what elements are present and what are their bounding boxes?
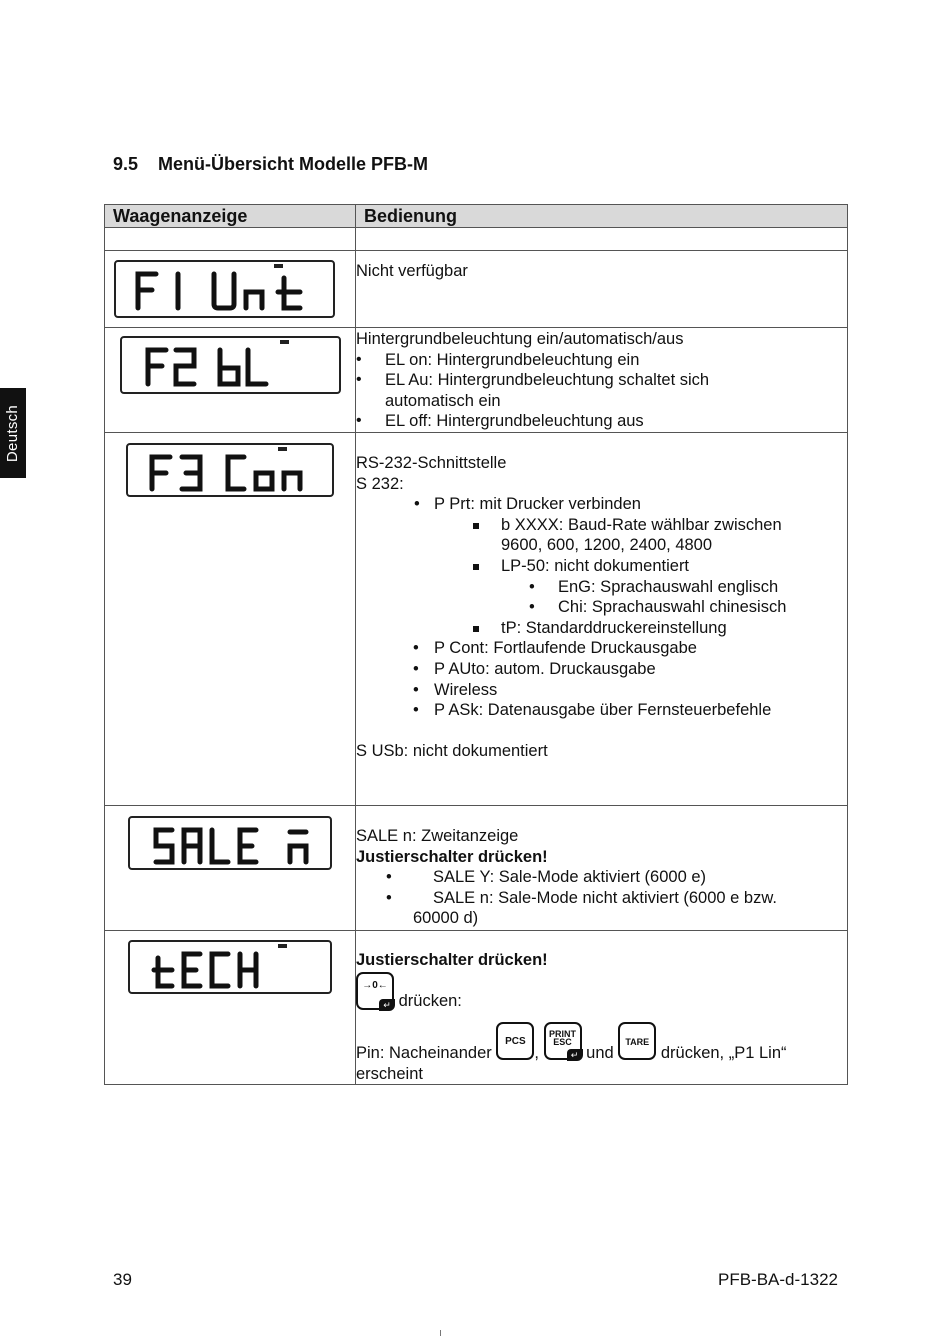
lcd-tech-graphic [130, 942, 330, 992]
row5-pin-suffix: drücken, „P1 Lin“ [660, 1044, 787, 1063]
list-item: • SALE Y: Sale-Mode aktiviert (6000 e) [356, 867, 847, 888]
row5-pin-prefix: Pin: Nacheinander [356, 1044, 492, 1063]
row5-instruction: Justierschalter drücken! [356, 951, 548, 969]
language-tab-label: Deutsch [4, 404, 22, 462]
list-item: • P AUto: autom. Druckausgabe [356, 659, 847, 680]
print-key-label: PRINT [549, 1029, 577, 1040]
row4-instruction: Justierschalter drücken! [356, 847, 548, 866]
list-item-continued: 60000 d) [413, 909, 479, 928]
list-item: tP: Standarddruckereinstellung [356, 618, 847, 639]
row3-line1: RS-232-Schnittstelle [356, 454, 507, 472]
table-header-row [105, 205, 848, 228]
header-operation: Bedienung [356, 205, 848, 228]
row5-press: drücken: [398, 991, 462, 1010]
scan-speck [440, 1330, 441, 1336]
row5-und: und [586, 1044, 614, 1063]
enter-arrow-icon: ↵ [567, 1049, 583, 1061]
lcd-salen-graphic [130, 818, 330, 868]
section-title: Menü-Übersicht Modelle PFB-M [158, 154, 429, 174]
lcd-f2bl-graphic [122, 338, 339, 392]
document-id: PFB-BA-d-1322 [718, 1270, 838, 1289]
lcd-display [114, 260, 335, 318]
list-item: • P ASk: Datenausgabe über Fernsteuerbefehle [356, 700, 847, 721]
section-number: 9.5 [113, 154, 139, 174]
table-row [105, 931, 848, 1085]
list-item: • P Cont: Fortlaufende Druckausgabe [356, 638, 847, 659]
page-number: 39 [113, 1270, 132, 1289]
zero-key-icon [356, 972, 394, 1010]
list-item: b XXXX: Baud-Rate wählbar zwischen [356, 515, 847, 536]
pcs-key-icon [496, 1022, 534, 1060]
list-item: • EL Au: Hintergrundbeleuchtung schaltet sich [356, 370, 847, 391]
tare-key-label: TARE [625, 1037, 650, 1048]
tare-key-icon [618, 1022, 656, 1060]
section-heading [113, 154, 428, 175]
zero-key-label: →0← [362, 979, 388, 991]
list-item: LP-50: nicht dokumentiert [356, 556, 847, 577]
row5-erscheint: erscheint [356, 1064, 423, 1083]
lcd-display [128, 940, 332, 994]
esc-key-label: ESC [553, 1037, 572, 1048]
list-item-continued: automatisch ein [385, 391, 501, 410]
list-item: • P Prt: mit Drucker verbinden [356, 494, 847, 515]
row3-usb: S USb: nicht dokumentiert [356, 741, 548, 760]
list-item-continued: 9600, 600, 1200, 2400, 4800 [501, 536, 713, 555]
list-item: • Wireless [356, 680, 847, 701]
lcd-display [120, 336, 341, 394]
lcd-f1unt-graphic [116, 262, 333, 316]
list-item: • EL on: Hintergrundbeleuchtung ein [356, 350, 847, 371]
pcs-key-label: PCS [505, 1036, 526, 1048]
list-item: • Chi: Sprachauswahl chinesisch [356, 597, 847, 618]
language-tab[interactable] [0, 388, 26, 478]
enter-arrow-icon: ↵ [379, 999, 395, 1011]
list-item: • SALE n: Sale-Mode nicht aktiviert (6000 e bzw. [356, 888, 847, 909]
lcd-display [126, 443, 334, 497]
table-row [105, 433, 848, 806]
print-esc-key-icon [544, 1022, 582, 1060]
table-row [105, 328, 848, 433]
row3-line2: S 232: [356, 474, 404, 493]
row2-intro: Hintergrundbeleuchtung ein/automatisch/aus [356, 330, 684, 348]
row5-comma: , [534, 1044, 539, 1063]
lcd-display [128, 816, 332, 870]
table-row [105, 806, 848, 931]
row1-text: Nicht verfügbar [356, 262, 468, 280]
list-item: • EnG: Sprachauswahl englisch [356, 577, 847, 598]
empty-row [105, 228, 848, 251]
header-display: Waagenanzeige [105, 205, 356, 228]
lcd-f3con-graphic [128, 445, 332, 495]
list-item: • EL off: Hintergrundbeleuchtung aus [356, 411, 847, 432]
row4-line1: SALE n: Zweitanzeige [356, 827, 519, 845]
menu-table [104, 204, 848, 1085]
table-row [105, 251, 848, 328]
